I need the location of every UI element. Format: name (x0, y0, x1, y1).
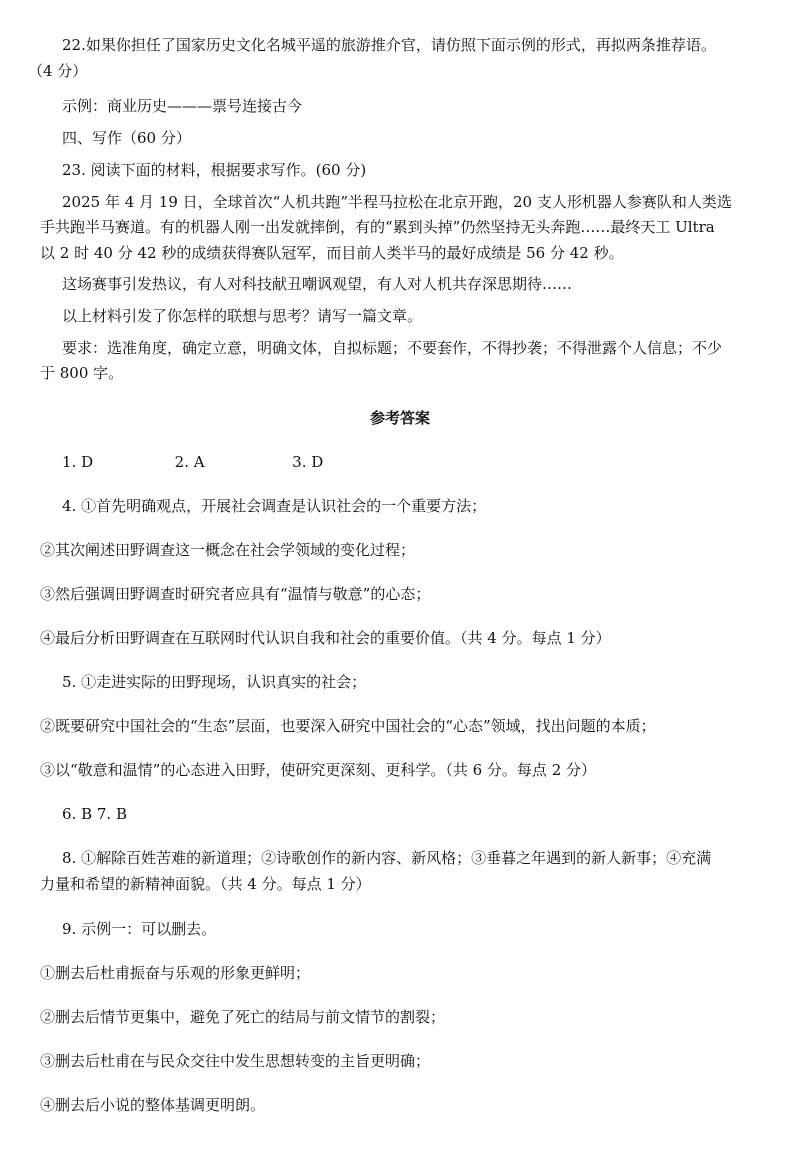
material-line3: 以 2 时 40 分 42 秒的成绩获得赛队冠军，而目前人类半马的最好成绩是 56 分 42 秒。 (40, 244, 624, 262)
section-writing-title: 四、写作（60 分） (62, 129, 191, 147)
answer-4-point1: 4. ①首先明确观点，开展社会调查是认识社会的一个重要方法； (62, 497, 487, 515)
answer-8-line1: 8. ①解除百姓苦难的新道理；②诗歌创作的新内容、新风格；③垂暮之年遇到的新人新事；④充满 (62, 849, 712, 867)
answer-9-intro: 9. 示例一：可以删去。 (62, 920, 217, 938)
material-line1: 2025 年 4 月 19 日，全球首次“人机共跑”半程马拉松在北京开跑，20 支人形机器人参赛队和人类选 (62, 193, 732, 211)
answer-2: 2. A (174, 453, 205, 471)
answer-5-point2: ②既要研究中国社会的“生态”层面，也要深入研究中国社会的“心态”领域，找出问题的本质； (40, 717, 656, 735)
answer-1: 1. D (62, 453, 94, 471)
material-line2: 手共跑半马赛道。有的机器人刚一出发就摔倒，有的“累到头掉”仍然坚持无头奔跑……最终天工 Ultra (40, 218, 715, 236)
answer-4-point4: ④最后分析田野调查在互联网时代认识自我和社会的重要价值。（共 4 分。每点 1 分） (40, 629, 611, 647)
answer-3: 3. D (292, 453, 324, 471)
answers-1-3 (62, 451, 778, 473)
question-23: 23. 阅读下面的材料，根据要求写作。(60 分) (62, 161, 367, 179)
answer-4-point2: ②其次阐述田野调查这一概念在社会学领域的变化过程； (40, 541, 416, 559)
requirements-line1: 要求：选准角度，确定立意，明确文体，自拟标题；不要套作，不得抄袭；不得泄露个人信息；不少 (62, 339, 723, 357)
answer-9-point3: ③删去后杜甫在与民众交往中发生思想转变的主旨更明确； (40, 1052, 431, 1070)
answer-9-point4: ④删去后小说的整体基调更明朗。 (40, 1096, 266, 1114)
answer-9-point1: ①删去后杜甫振奋与乐观的形象更鲜明； (40, 964, 311, 982)
question-22-line2: （4 分） (28, 62, 88, 80)
material-line4: 这场赛事引发热议，有人对科技献丑嘲讽观望，有人对人机共存深思期待…… (62, 275, 573, 293)
question-22-line1: 22.如果你担任了国家历史文化名城平遥的旅游推介官，请仿照下面示例的形式，再拟两条推荐语。 (62, 36, 716, 54)
answers-6-7: 6. B 7. B (62, 805, 127, 823)
requirements-line2: 于 800 字。 (40, 364, 124, 382)
answer-key-heading: 参考答案 (369, 409, 430, 427)
answer-4-point3: ③然后强调田野调查时研究者应具有“温情与敬意”的心态； (40, 585, 431, 603)
writing-prompt: 以上材料引发了你怎样的联想与思考？请写一篇文章。 (62, 307, 423, 325)
answer-9-point2: ②删去后情节更集中，避免了死亡的结局与前文情节的割裂； (40, 1008, 446, 1026)
answer-8-line2: 力量和希望的新精神面貌。（共 4 分。每点 1 分） (40, 875, 371, 893)
answer-5-point1: 5. ①走进实际的田野现场，认识真实的社会； (62, 673, 367, 691)
example-line: 示例：商业历史———票号连接古今 (62, 97, 303, 115)
answer-5-point3: ③以“敬意和温情”的心态进入田野，使研究更深刻、更科学。（共 6 分。每点 2 分） (40, 761, 596, 779)
